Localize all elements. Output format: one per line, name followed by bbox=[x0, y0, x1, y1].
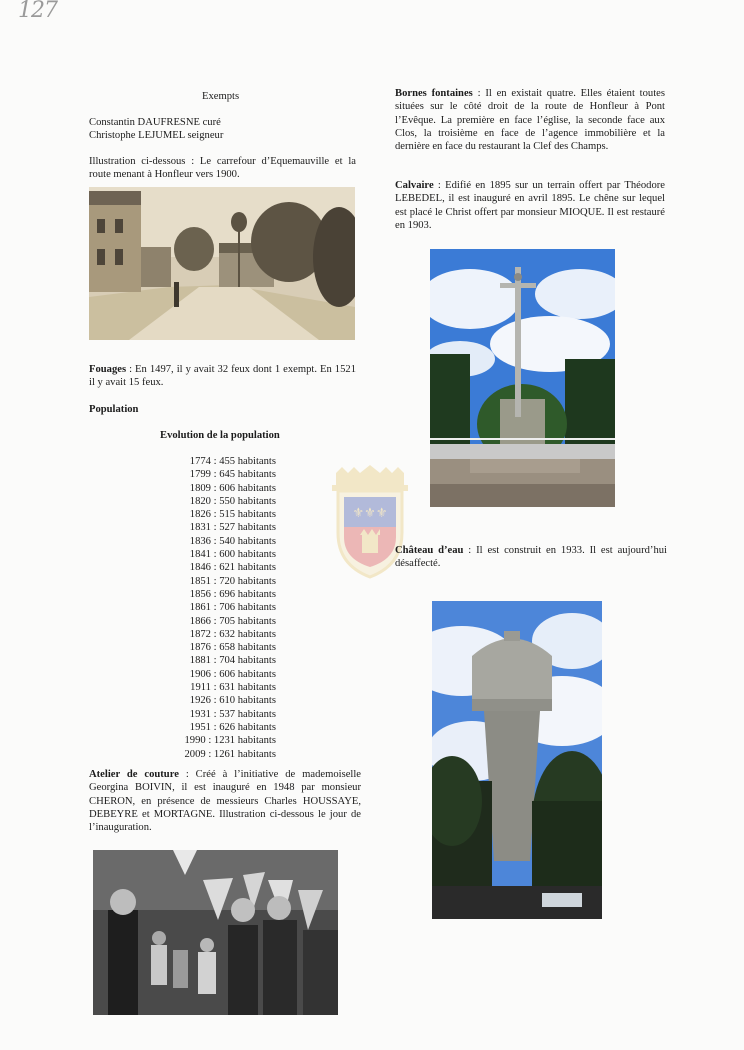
photo-chateau-eau bbox=[432, 601, 602, 919]
population-row: 1831 : 527 habitants bbox=[189, 522, 276, 534]
population-row: 1906 : 606 habitants bbox=[189, 668, 276, 680]
population-row: 1809 : 606 habitants bbox=[189, 482, 276, 494]
calvaire-paragraph bbox=[395, 179, 665, 232]
population-subheading: Evolution de la population bbox=[160, 430, 280, 441]
atelier-label: Atelier de couture bbox=[89, 769, 179, 780]
atelier-text: : Créé à l’initiative de mademoiselle Georgina BOIVIN, il est inauguré en 1948 par monsieur CHERON, en présence de messieurs Charles HOUSSAYE, DEBEYRE et MORTAGNE. Illustration ci-dessous le jour de l’inauguration. bbox=[89, 769, 361, 834]
population-row: 1836 : 540 habitants bbox=[189, 535, 276, 547]
population-row: 1851 : 720 habitants bbox=[189, 575, 276, 587]
population-row: 1841 : 600 habitants bbox=[189, 549, 276, 561]
illustration-caption: Illustration ci-dessous : Le carrefour d’Equemauville et la route menant à Honfleur vers 1900. bbox=[89, 156, 356, 181]
population-row: 1951 : 626 habitants bbox=[189, 721, 276, 733]
population-row: 1876 : 658 habitants bbox=[189, 642, 276, 654]
population-row: 1856 : 696 habitants bbox=[189, 588, 276, 600]
fouages-label: Fouages bbox=[89, 364, 127, 375]
page-number: 127 bbox=[18, 0, 57, 23]
population-row: 1931 : 537 habitants bbox=[189, 708, 276, 720]
population-row: 1990 : 1231 habitants bbox=[184, 735, 276, 747]
photo-inauguration bbox=[93, 850, 338, 1015]
population-row: 1826 : 515 habitants bbox=[189, 509, 276, 521]
bornes-label: Bornes fontaines bbox=[395, 88, 473, 99]
population-row: 1799 : 645 habitants bbox=[189, 469, 276, 481]
calvaire-text: : Edifié en 1895 sur un terrain offert par Théodore LEBEDEL, il est inauguré en avril 1895. Le chêne sur lequel est placé le Christ offert par monsieur MIOQUE. Il est restauré en 1903. bbox=[395, 180, 665, 231]
population-row: 1881 : 704 habitants bbox=[189, 655, 276, 667]
population-row: 2009 : 1261 habitants bbox=[184, 748, 276, 760]
population-row: 1911 : 631 habitants bbox=[190, 682, 276, 694]
population-heading: Population bbox=[89, 404, 139, 415]
population-row: 1866 : 705 habitants bbox=[189, 615, 276, 627]
calvaire-label: Calvaire bbox=[395, 180, 434, 191]
population-list bbox=[150, 455, 276, 761]
exempts-line: Constantin DAUFRESNE curé bbox=[89, 117, 221, 128]
chateau-text: : Il est construit en 1933. Il est aujourd’hui désaffecté. bbox=[395, 545, 667, 570]
chateau-label: Château d’eau bbox=[395, 545, 464, 556]
bornes-paragraph bbox=[395, 87, 665, 153]
chateau-paragraph bbox=[395, 544, 667, 571]
atelier-paragraph bbox=[89, 768, 361, 834]
population-row: 1820 : 550 habitants bbox=[189, 495, 276, 507]
photo-calvaire bbox=[430, 249, 615, 507]
fouages-text: : En 1497, il y avait 32 feux dont 1 exempt. En 1521 il y avait 15 feux. bbox=[89, 364, 356, 389]
svg-text:⚜⚜⚜: ⚜⚜⚜ bbox=[352, 506, 388, 521]
bornes-text: : Il en existait quatre. Elles étaient toutes situées sur le côté droit de la route de Honfleur à Pont l’Evêque. La première en face l’église, la seconde face aux Clos, la troisième en face de l’agence immobilière et la dernière en face du restaurant la Clef des Champs. bbox=[395, 88, 665, 153]
exempts-line: Christophe LEJUMEL seigneur bbox=[89, 130, 224, 141]
exempts-heading: Exempts bbox=[202, 91, 240, 102]
population-row: 1774 : 455 habitants bbox=[189, 456, 276, 467]
population-row: 1872 : 632 habitants bbox=[189, 628, 276, 640]
fouages-paragraph bbox=[89, 363, 356, 390]
population-row: 1926 : 610 habitants bbox=[189, 695, 276, 707]
photo-carrefour bbox=[89, 187, 355, 340]
population-row: 1861 : 706 habitants bbox=[189, 602, 276, 614]
population-row: 1846 : 621 habitants bbox=[189, 562, 276, 574]
